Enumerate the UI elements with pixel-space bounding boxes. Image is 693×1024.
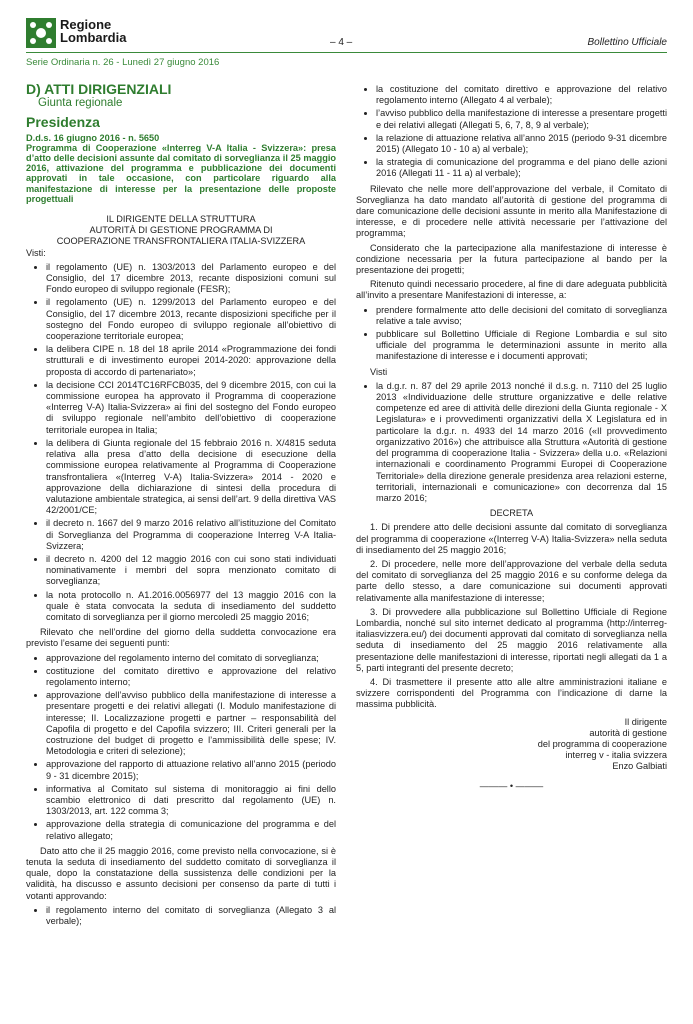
list-item: • il regolamento interno del comitato di sorveglianza (Allegato 3 al verbale); — [46, 905, 336, 927]
paragraph: Considerato che la partecipazione alla manifestazione di interesse è condizione necessaria per la futura partecipazione al bando per la presentazione dei progetti; — [356, 242, 667, 276]
list-item: • la decisione CCI 2014TC16RFCB035, del 9 dicembre 2015, con cui la commissione europea ha approvato il Programma di cooperazione «Interreg V-A) Italia-Svizzera» ai fini del sostegno del Fondo europeo di sviluppo regionale nell’ambito dell’obiettivo di cooperazione territoriale europea in Italia; — [46, 380, 336, 436]
list-item: • approvazione del regolamento interno del comitato di sorveglianza; — [46, 653, 336, 664]
paragraph: Dato atto che il 25 maggio 2016, come previsto nella convocazione, si è tenuta la seduta di insediamento del suddetto comitato di sorveglianza il quale, dopo la constatazione della sussistenza delle condizioni per la validità, ha discusso e assunto decisioni per consenso da parte di tutti i votanti approvando: — [26, 845, 336, 901]
list-item: • prendere formalmente atto delle decisioni del comitato di sorveglianza relative a tale avviso; — [376, 305, 667, 327]
signature-line: Il dirigente — [624, 716, 667, 727]
regione-lombardia-logo-icon — [26, 18, 56, 48]
decreta-heading: DECRETA — [489, 508, 534, 519]
authority-line-3: COOPERAZIONE TRANSFRONTALIERA ITALIA-SVIZZERA — [56, 236, 306, 247]
presidenza-title: Presidenza — [26, 114, 100, 131]
approved-list-cont — [356, 84, 667, 180]
right-column — [356, 84, 667, 792]
list-item: • informativa al Comitato sul sistema di monitoraggio ai fini dello scambio elettronico di dati prescritto dal regolamento (UE) n. 1303/2013, art. 122 comma 3; — [46, 784, 336, 818]
authority-line-1: IL DIRIGENTE DELLA STRUTTURA — [106, 214, 256, 225]
paragraph: Rilevato che nelle more dell’approvazione del verbale, il Comitato di Sorveglianza ha dato mandato all’autorità di gestione del programma di dare comunicazione delle decisioni assunte in merito alla Manifestazione di interesse, e di procedere nelle attività necessarie per l’attivazione del programma; — [356, 183, 667, 239]
end-divider: ——— • ——— — [479, 780, 544, 791]
list-item: • approvazione della strategia di comunicazione del programma e del relativo allegato; — [46, 819, 336, 841]
list-item: • la costituzione del comitato direttivo e approvazione del relativo regolamento interno (Allegato 4 al verbale); — [376, 84, 667, 106]
list-item: • il regolamento (UE) n. 1303/2013 del Parlamento europeo e del Consiglio, del 17 dicembre 2013, recante disposizioni comuni sul Fondo europeo di sviluppo regionale (FESR); — [46, 262, 336, 296]
list-item: • l’avviso pubblico della manifestazione di interesse a presentare progetti e dei relativi allegati (Allegati 5, 6, 7, 8, 9 al verbale); — [376, 108, 667, 130]
page-header — [0, 0, 693, 52]
list-item: • pubblicare sul Bollettino Ufficiale di Regione Lombardia e sul sito ufficiale del programma le determinazioni assunte in merito alla manifestazione di interesse e i documenti approvati; — [376, 329, 667, 363]
subsection-title: Giunta regionale — [38, 97, 123, 110]
page-number: – 4 – — [330, 37, 353, 48]
signature-line: del programma di cooperazione — [537, 738, 667, 749]
list-item: • approvazione del rapporto di attuazione relativo all’anno 2015 (periodo 9 - 31 dicembre 2015); — [46, 759, 336, 781]
decree-point: 2. Di procedere, nelle more dell’approvazione del verbale della seduta del comitato di sorveglianza del 25 maggio 2016 e su conforme delega da parte dello stesso, a dare comunicazione sui documenti approvati relativamente alla manifestazione di interesse; — [356, 558, 667, 603]
decree-title: Programma di Cooperazione «Interreg V-A Italia - Svizzera»: presa d’atto delle decisioni assunte dal comitato di sorveglianza il 25 maggio 2016, attivazione del programma e pubblicazione dei documenti approvati in tale occasione, con particolare riguardo alla manifestazione di interesse per la presentazione delle proposte progettuali — [26, 142, 336, 204]
paragraph: Rilevato che nell’ordine del giorno della suddetta convocazione era previsto l’esame dei seguenti punti: — [26, 627, 336, 649]
list-item: • la relazione di attuazione relativa all’anno 2015 (periodo 9-31 dicembre 2015) (Allegato 10 - 10 a) al verbale); — [376, 133, 667, 155]
visti-label: Visti: — [26, 247, 46, 258]
list-item: • il decreto n. 1667 del 9 marzo 2016 relativo all’istituzione del Comitato di Sorveglianza del Programma di cooperazione Interreg V-A Italia-Svizzera; — [46, 518, 336, 552]
decree-header: D.d.s. 16 giugno 2016 - n. 5650 — [26, 132, 160, 143]
signature-line: autorità di gestione — [589, 727, 667, 738]
list-item: • la d.g.r. n. 87 del 29 aprile 2013 nonché il d.s.g. n. 7110 del 25 luglio 2013 «Individuazione delle strutture organizzative e delle relative competenze ed aree di attività delle direzioni della Giunta regionale - X Legislatura» e i provvedimenti organizzativi della X Legislatura ed in particolare la d.g.r. n. 4933 del 14 marzo 2016 («Il provvedimento organizzativo 2016») che attribuisce alla Struttura «Autorità di gestione del programma di cooperazione Italia - Svizzera» della u.o. «Relazioni internazionali e coordinamento Programmi Europei di Cooperazione Territoriale» della direzione generale presidenza area relazioni esterne, territoriali, internazionali e comunicazione» con decorrenza dal 15 marzo 2016; — [376, 381, 667, 504]
decree-point: 4. Di trasmettere il presente atto alle altre amministrazioni italiane e svizzere corrispondenti del Programma con l’indicazione di darne la massima pubblicità. — [356, 676, 667, 710]
list-item: • il decreto n. 4200 del 12 maggio 2016 con cui sono stati individuati nominativamente i membri del sopra menzionato comitato di sorveglianza; — [46, 554, 336, 588]
list-item: • la delibera di Giunta regionale del 15 febbraio 2016 n. X/4815 seduta relativa alla presa d’atto della decisione di esecuzione della commissione europea relativamente al Programma di Cooperazione transfrontaliera «(Interreg V-A) Italia-Svizzera» 2014 - 2020 e approvazione della dichiarazione di sintesi della procedura di valutazione ambientale strategica, ai sensi dell’art. 9 della direttiva VAS 42/2001/CE; — [46, 438, 336, 516]
decree-point: 3. Di provvedere alla pubblicazione sul Bollettino Ufficiale di Regione Lombardia, nonché sul sito internet dedicato al programma (http://interreg-italiasvizzera.eu/) dei documenti approvati dal comitato di sorveglianza nella seduta di insediamento del 25 maggio 2016 relativamente alla presentazione delle manifestazioni di interesse, riportati negli allegati da 1 a 5, parti integranti del presente decreto; — [356, 606, 667, 673]
publication-title: Bollettino Ufficiale — [587, 37, 667, 48]
list-item: • la delibera CIPE n. 18 del 18 aprile 2014 «Programmazione dei fondi strutturali e di investimento europei 2014-2020: approvazione della proposta di accordo di partenariato»; — [46, 344, 336, 378]
action-list — [356, 305, 667, 363]
visti-list — [26, 262, 336, 623]
list-item: • costituzione del comitato direttivo e approvazione del relativo regolamento interno; — [46, 666, 336, 688]
list-item: • il regolamento (UE) n. 1299/2013 del Parlamento europeo e del Consiglio, del 17 dicembre 2013, recante disposizioni specifiche per il sostegno del Fondo europeo di sviluppo regionale all’obiettivo di cooperazione territoriale europea; — [46, 297, 336, 342]
signature-block — [356, 717, 667, 773]
visti-list-2 — [356, 381, 667, 504]
section-title: D) ATTI DIRIGENZIALI — [26, 81, 172, 97]
signature-line: interreg v - italia svizzera — [565, 750, 667, 761]
brand-name: Regione Lombardia — [60, 17, 127, 45]
approved-list — [26, 905, 336, 927]
left-column — [26, 81, 336, 931]
list-item: • approvazione dell’avviso pubblico della manifestazione di interesse a presentare progetti e dei relativi allegati (I. Modulo manifestazione di interesse; II. Localizzazione progetti e partner – responsabilità del Capofila di progetto e del Capofila svizzero; III. Criteri generali per la costruzione del budget di progetto e l’ammissibilità delle spese; IV. Metodologia e criteri di selezione); — [46, 690, 336, 757]
list-item: • la nota protocollo n. A1.2016.0056977 del 13 maggio 2016 con la quale è stata convocata la seduta di insediamento del suddetto comitato di sorveglianza per il giorno mercoledì 25 maggio 2016; — [46, 590, 336, 624]
paragraph: Ritenuto quindi necessario procedere, al fine di dare adeguata pubblicità all’invito a presentare Manifestazioni di interesse, a: — [356, 279, 667, 301]
series-line: Serie Ordinaria n. 26 - Lunedì 27 giugno 2016 — [26, 57, 220, 68]
signature-name: Enzo Galbiati — [612, 761, 667, 772]
authority-line-2: AUTORITÀ DI GESTIONE PROGRAMMA DI — [89, 225, 273, 236]
agenda-list — [26, 653, 336, 842]
list-item: • la strategia di comunicazione del programma e del piano delle azioni 2016 (Allegati 11 - 11 a) al verbale); — [376, 157, 667, 179]
header-rule — [26, 52, 667, 53]
visti-label: Visti — [370, 366, 388, 377]
decree-point: 1. Di prendere atto delle decisioni assunte dal comitato di sorveglianza del programma di cooperazione «(Interreg V-A) Italia-Svizzera» nella seduta di insediamento del 25 maggio 2016; — [356, 522, 667, 555]
